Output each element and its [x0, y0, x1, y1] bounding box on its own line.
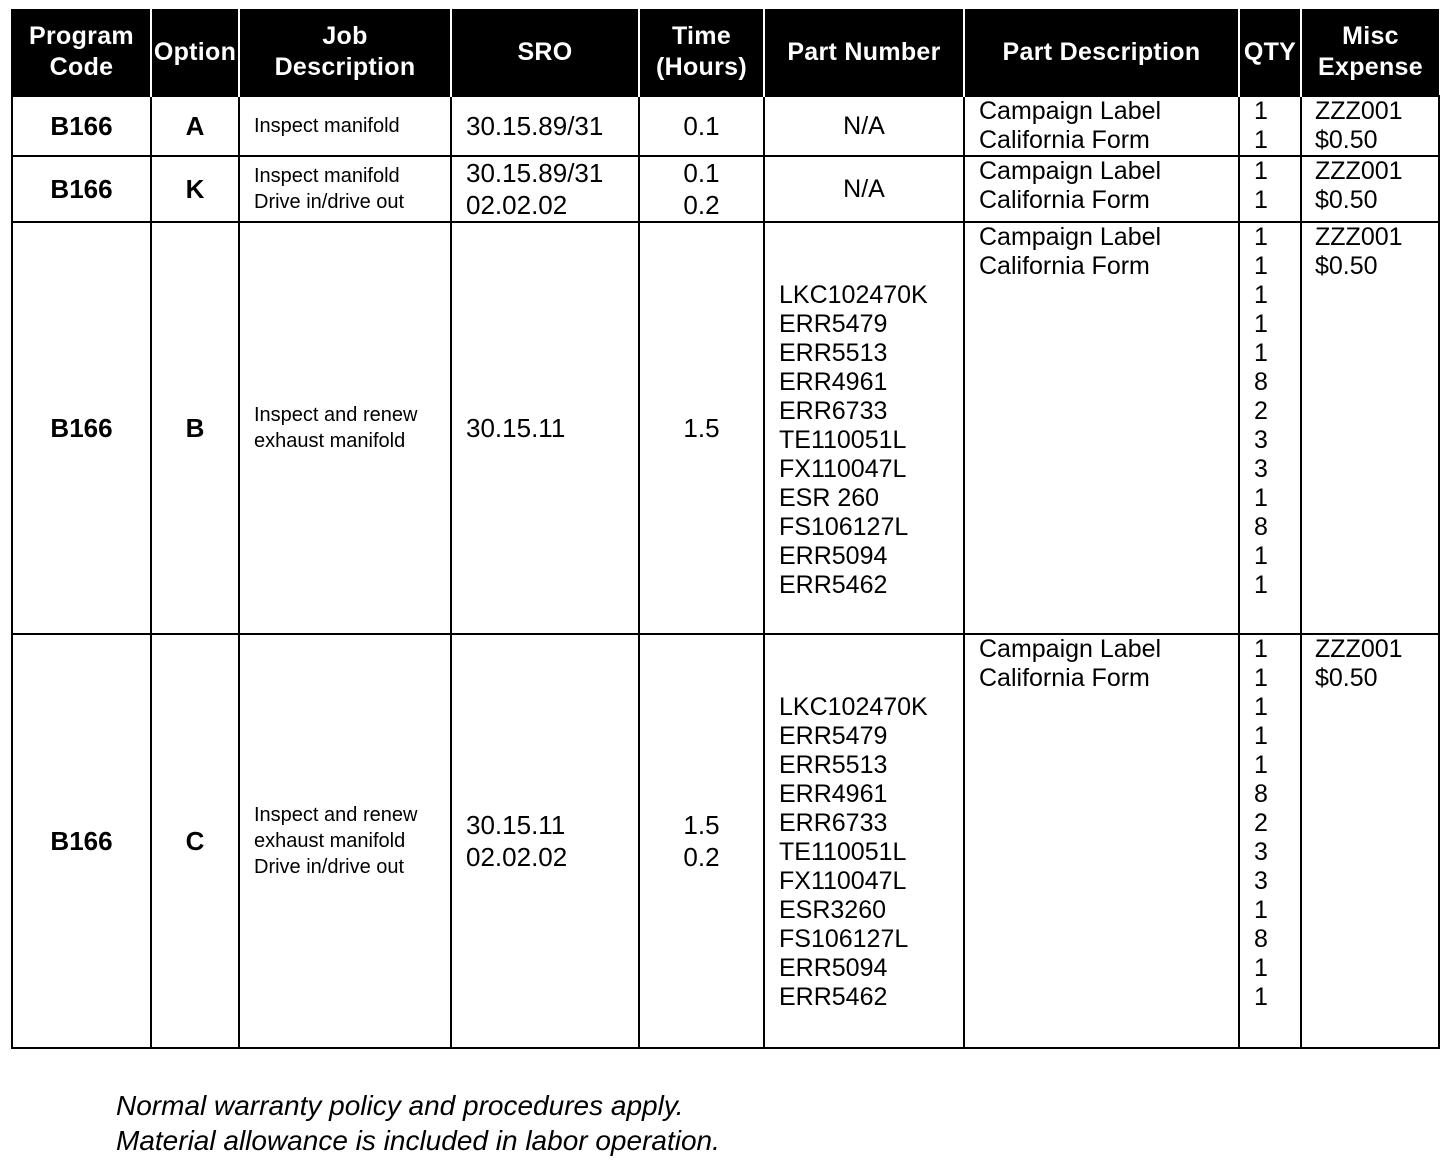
- sro-cell: [451, 96, 639, 156]
- footnote: [116, 1088, 720, 1158]
- job-description-cell-line: Drive in/drive out: [254, 856, 405, 878]
- time-cell-line: 0.2: [683, 190, 720, 220]
- misc-expense-cell-line: ZZZ001: [1315, 635, 1403, 663]
- sro-cell: [451, 222, 639, 634]
- misc-expense-cell-line: $0.50: [1315, 186, 1378, 214]
- part-number-cell-line: ERR5462: [779, 983, 888, 1011]
- time-cell: [639, 634, 764, 1048]
- qty-cell-line: 1: [1254, 693, 1268, 721]
- part-description-cell: [964, 634, 1239, 1048]
- header-qty: QTY: [1239, 9, 1301, 96]
- part-description-cell-line: California Form: [979, 664, 1150, 692]
- misc-expense-cell-line: $0.50: [1315, 126, 1378, 154]
- sro-cell: [451, 634, 639, 1048]
- job-description-cell-line: Inspect and renew: [254, 804, 418, 826]
- footnote-line: Normal warranty policy and procedures apply.: [116, 1090, 684, 1121]
- qty-cell-line: 3: [1254, 426, 1268, 454]
- misc-expense-cell: [1301, 222, 1439, 634]
- part-number-cell-line: LKC102470K: [779, 693, 928, 721]
- footnote-line: Material allowance is included in labor operation.: [116, 1125, 720, 1156]
- part-description-cell-line: Campaign Label: [979, 635, 1162, 663]
- table-row: [12, 222, 1439, 634]
- part-number-cell: [764, 156, 964, 222]
- header-program-code: Program Code: [12, 9, 151, 96]
- job-description-cell-line: Inspect manifold: [254, 115, 400, 137]
- header-time: Time (Hours): [639, 9, 764, 96]
- time-cell-line: 0.1: [683, 111, 720, 141]
- time-cell-line: 1.5: [683, 413, 720, 443]
- time-cell-line: 0.1: [683, 158, 720, 188]
- time-cell-line: 0.2: [683, 842, 720, 872]
- job-description-cell-line: exhaust manifold: [254, 830, 406, 852]
- header-row: [12, 9, 1439, 96]
- qty-cell-line: 3: [1254, 867, 1268, 895]
- qty-cell-line: 1: [1254, 310, 1268, 338]
- qty-cell: [1239, 156, 1301, 222]
- qty-cell-line: 1: [1254, 635, 1268, 663]
- job-description-cell-line: Drive in/drive out: [254, 191, 405, 213]
- part-number-cell-line: ERR5462: [779, 571, 888, 599]
- part-number-cell-line: N/A: [843, 111, 885, 140]
- program-code-cell: B166: [12, 222, 151, 634]
- misc-expense-cell: [1301, 156, 1439, 222]
- qty-cell-line: 2: [1254, 397, 1268, 425]
- part-number-cell-line: ESR 260: [779, 484, 880, 512]
- qty-cell: [1239, 634, 1301, 1048]
- part-description-cell: [964, 156, 1239, 222]
- misc-expense-cell-line: $0.50: [1315, 664, 1378, 692]
- program-code-cell: B166: [12, 96, 151, 156]
- qty-cell-line: 1: [1254, 126, 1268, 154]
- part-number-cell-line: ERR6733: [779, 397, 888, 425]
- header-part-number: Part Number: [764, 9, 964, 96]
- table-row: [12, 634, 1439, 1048]
- part-number-cell-line: FS106127L: [779, 513, 909, 541]
- option-cell: A: [151, 96, 239, 156]
- misc-expense-cell-line: ZZZ001: [1315, 157, 1403, 185]
- part-number-cell: [764, 222, 964, 634]
- part-number-cell-line: FS106127L: [779, 925, 909, 953]
- option-cell: K: [151, 156, 239, 222]
- misc-expense-cell: [1301, 96, 1439, 156]
- header-sro: SRO: [451, 9, 639, 96]
- part-number-cell-line: TE110051L: [779, 426, 907, 454]
- part-number-cell-line: FX110047L: [779, 867, 907, 895]
- program-code-cell: B166: [12, 156, 151, 222]
- table-body: [12, 96, 1439, 1048]
- qty-cell-line: 1: [1254, 751, 1268, 779]
- part-number-cell-line: FX110047L: [779, 455, 907, 483]
- part-description-cell-line: California Form: [979, 252, 1150, 280]
- qty-cell-line: 3: [1254, 838, 1268, 866]
- program-code-cell: B166: [12, 634, 151, 1048]
- part-number-cell-line: LKC102470K: [779, 281, 928, 309]
- time-cell: [639, 96, 764, 156]
- part-description-cell-line: Campaign Label: [979, 97, 1162, 125]
- qty-cell-line: 1: [1254, 484, 1268, 512]
- qty-cell-line: 1: [1254, 664, 1268, 692]
- part-number-cell: [764, 96, 964, 156]
- sro-cell-line: 02.02.02: [466, 190, 568, 220]
- qty-cell-line: 8: [1254, 368, 1268, 396]
- part-description-cell-line: Campaign Label: [979, 157, 1162, 185]
- qty-cell-line: 1: [1254, 223, 1268, 251]
- part-number-cell-line: N/A: [843, 174, 885, 203]
- qty-cell-line: 1: [1254, 252, 1268, 280]
- time-cell: [639, 156, 764, 222]
- job-description-cell: [239, 96, 451, 156]
- qty-cell-line: 1: [1254, 722, 1268, 750]
- qty-cell-line: 1: [1254, 896, 1268, 924]
- part-number-cell-line: ERR5094: [779, 542, 888, 570]
- part-number-cell-line: ERR5513: [779, 751, 888, 779]
- part-description-cell: [964, 222, 1239, 634]
- qty-cell-line: 1: [1254, 571, 1268, 599]
- sro-cell-line: 30.15.89/31: [466, 111, 604, 141]
- part-description-cell-line: California Form: [979, 126, 1150, 154]
- part-number-cell-line: ERR6733: [779, 809, 888, 837]
- qty-cell-line: 1: [1254, 281, 1268, 309]
- qty-cell-line: 1: [1254, 542, 1268, 570]
- table-row: [12, 156, 1439, 222]
- qty-cell-line: 8: [1254, 513, 1268, 541]
- part-number-cell-line: ERR5479: [779, 310, 888, 338]
- header-misc-expense: Misc Expense: [1301, 9, 1439, 96]
- misc-expense-cell-line: $0.50: [1315, 252, 1378, 280]
- warranty-table: [11, 9, 1440, 1049]
- header-job-description: Job Description: [239, 9, 451, 96]
- qty-cell-line: 1: [1254, 97, 1268, 125]
- part-description-cell: [964, 96, 1239, 156]
- part-number-cell-line: ESR3260: [779, 896, 887, 924]
- qty-cell-line: 3: [1254, 455, 1268, 483]
- job-description-cell: [239, 634, 451, 1048]
- part-number-cell-line: ERR5513: [779, 339, 888, 367]
- job-description-cell: [239, 156, 451, 222]
- sro-cell-line: 30.15.11: [466, 413, 566, 443]
- option-cell: C: [151, 634, 239, 1048]
- sro-cell: [451, 156, 639, 222]
- qty-cell: [1239, 96, 1301, 156]
- sro-cell-line: 30.15.89/31: [466, 158, 604, 188]
- misc-expense-cell-line: ZZZ001: [1315, 97, 1403, 125]
- qty-cell-line: 2: [1254, 809, 1268, 837]
- option-cell: B: [151, 222, 239, 634]
- qty-cell-line: 1: [1254, 954, 1268, 982]
- part-number-cell: [764, 634, 964, 1048]
- job-description-cell: [239, 222, 451, 634]
- job-description-cell-line: Inspect and renew: [254, 404, 418, 426]
- table-row: [12, 96, 1439, 156]
- job-description-cell-line: Inspect manifold: [254, 165, 400, 187]
- sro-cell-line: 02.02.02: [466, 842, 568, 872]
- sro-cell-line: 30.15.11: [466, 810, 566, 840]
- job-description-cell-line: exhaust manifold: [254, 430, 406, 452]
- qty-cell: [1239, 222, 1301, 634]
- header-option: Option: [151, 9, 239, 96]
- time-cell-line: 1.5: [683, 810, 720, 840]
- qty-cell-line: 1: [1254, 983, 1268, 1011]
- part-description-cell-line: California Form: [979, 186, 1150, 214]
- part-number-cell-line: ERR4961: [779, 368, 888, 396]
- time-cell: [639, 222, 764, 634]
- part-number-cell-line: ERR4961: [779, 780, 888, 808]
- qty-cell-line: 8: [1254, 925, 1268, 953]
- part-number-cell-line: TE110051L: [779, 838, 907, 866]
- qty-cell-line: 1: [1254, 157, 1268, 185]
- misc-expense-cell: [1301, 634, 1439, 1048]
- part-number-cell-line: ERR5094: [779, 954, 888, 982]
- part-description-cell-line: Campaign Label: [979, 223, 1162, 251]
- qty-cell-line: 1: [1254, 339, 1268, 367]
- part-number-cell-line: ERR5479: [779, 722, 888, 750]
- header-part-description: Part Description: [964, 9, 1239, 96]
- qty-cell-line: 8: [1254, 780, 1268, 808]
- misc-expense-cell-line: ZZZ001: [1315, 223, 1403, 251]
- qty-cell-line: 1: [1254, 186, 1268, 214]
